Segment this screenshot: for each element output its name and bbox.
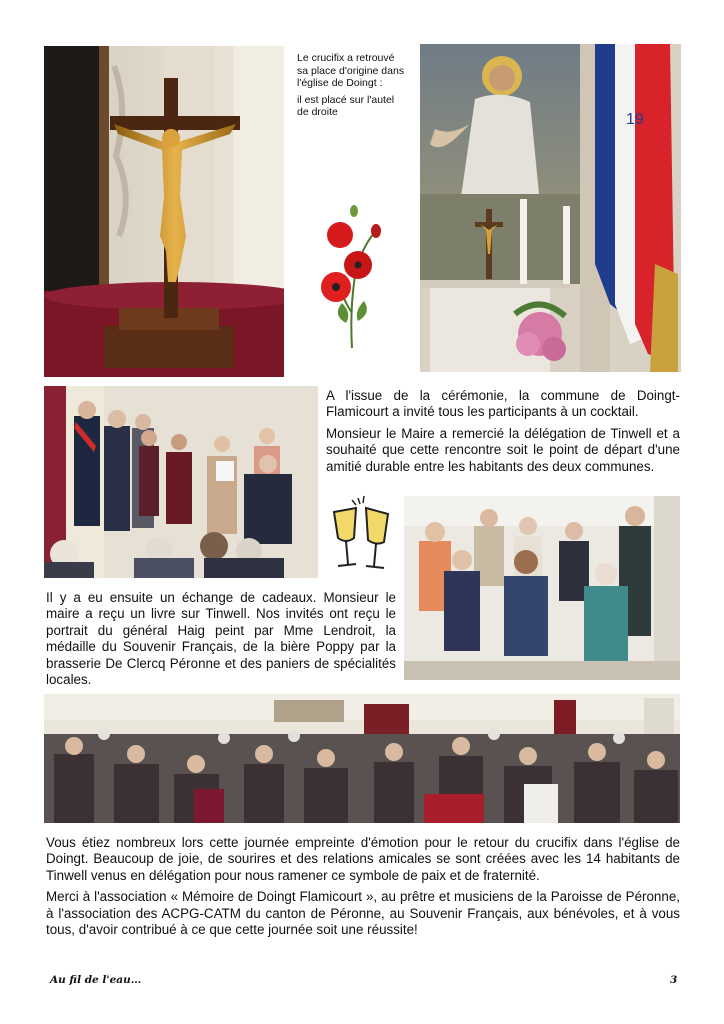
poppy-icon: [312, 203, 392, 353]
paragraph-cocktail: A l'issue de la cérémonie, la commune de Doingt-Flamicourt a invité tous les participants à un cocktail.: [326, 388, 680, 420]
paragraph-mayor-thanks: Monsieur le Maire a remercié la délégation de Tinwell et a souhaité que cette rencontre soit le point de départ d'une amitié durable entre les habitants des deux communes.: [326, 425, 680, 474]
closing-text-block: [46, 835, 680, 943]
crucifix-photo: [44, 46, 284, 377]
paragraph-numerous: Vous étiez nombreux lors cette journée empreinte d'émotion pour le retour du crucifix dans l'église de Doingt. Beaucoup de joie, de sourires et des relations amicales se sont créées avec les 14 habitants de Tinwell venus en délégation pour nous ramener ce symbole de paix et de fraternité.: [46, 835, 680, 883]
caption-line-1: Le crucifix a retrouvé sa place d'origine dans l'église de Doingt :: [297, 52, 405, 90]
page-number: 3: [670, 974, 678, 986]
paragraph-thanks: Merci à l'association « Mémoire de Doingt Flamicourt », au prêtre et musiciens de la Paroisse de Péronne, à l'association des ACPG-CATM du canton de Péronne, au Souvenir Français, aux bénévoles, et à vous tous, d'avoir contribué à ce que cette journée soit une réussite!: [46, 889, 680, 938]
caption-line-2: il est placé sur l'autel de droite: [297, 93, 395, 119]
champagne-glasses-icon: [326, 494, 398, 574]
flag-number: 19: [626, 111, 644, 128]
gifts-text-block: [46, 590, 396, 693]
delegation-photo: [404, 496, 680, 680]
cocktail-text-block: [326, 388, 680, 480]
altar-photo: [420, 44, 681, 372]
crowd-photo: [44, 694, 680, 823]
footer-title: Au fil de l'eau…: [50, 974, 142, 986]
crucifix-caption: [297, 52, 405, 119]
ceremony-photo: [44, 386, 318, 578]
paragraph-gifts: Il y a eu ensuite un échange de cadeaux. Monsieur le maire a reçu un livre sur Tinwell. Nos invités ont reçu le portrait du général Haig peint par Mme Lendroit, la médaille du Souvenir Français, de la bière Poppy par la brasserie De Clercq Péronne et des paniers de spécialités locales.: [46, 590, 396, 688]
